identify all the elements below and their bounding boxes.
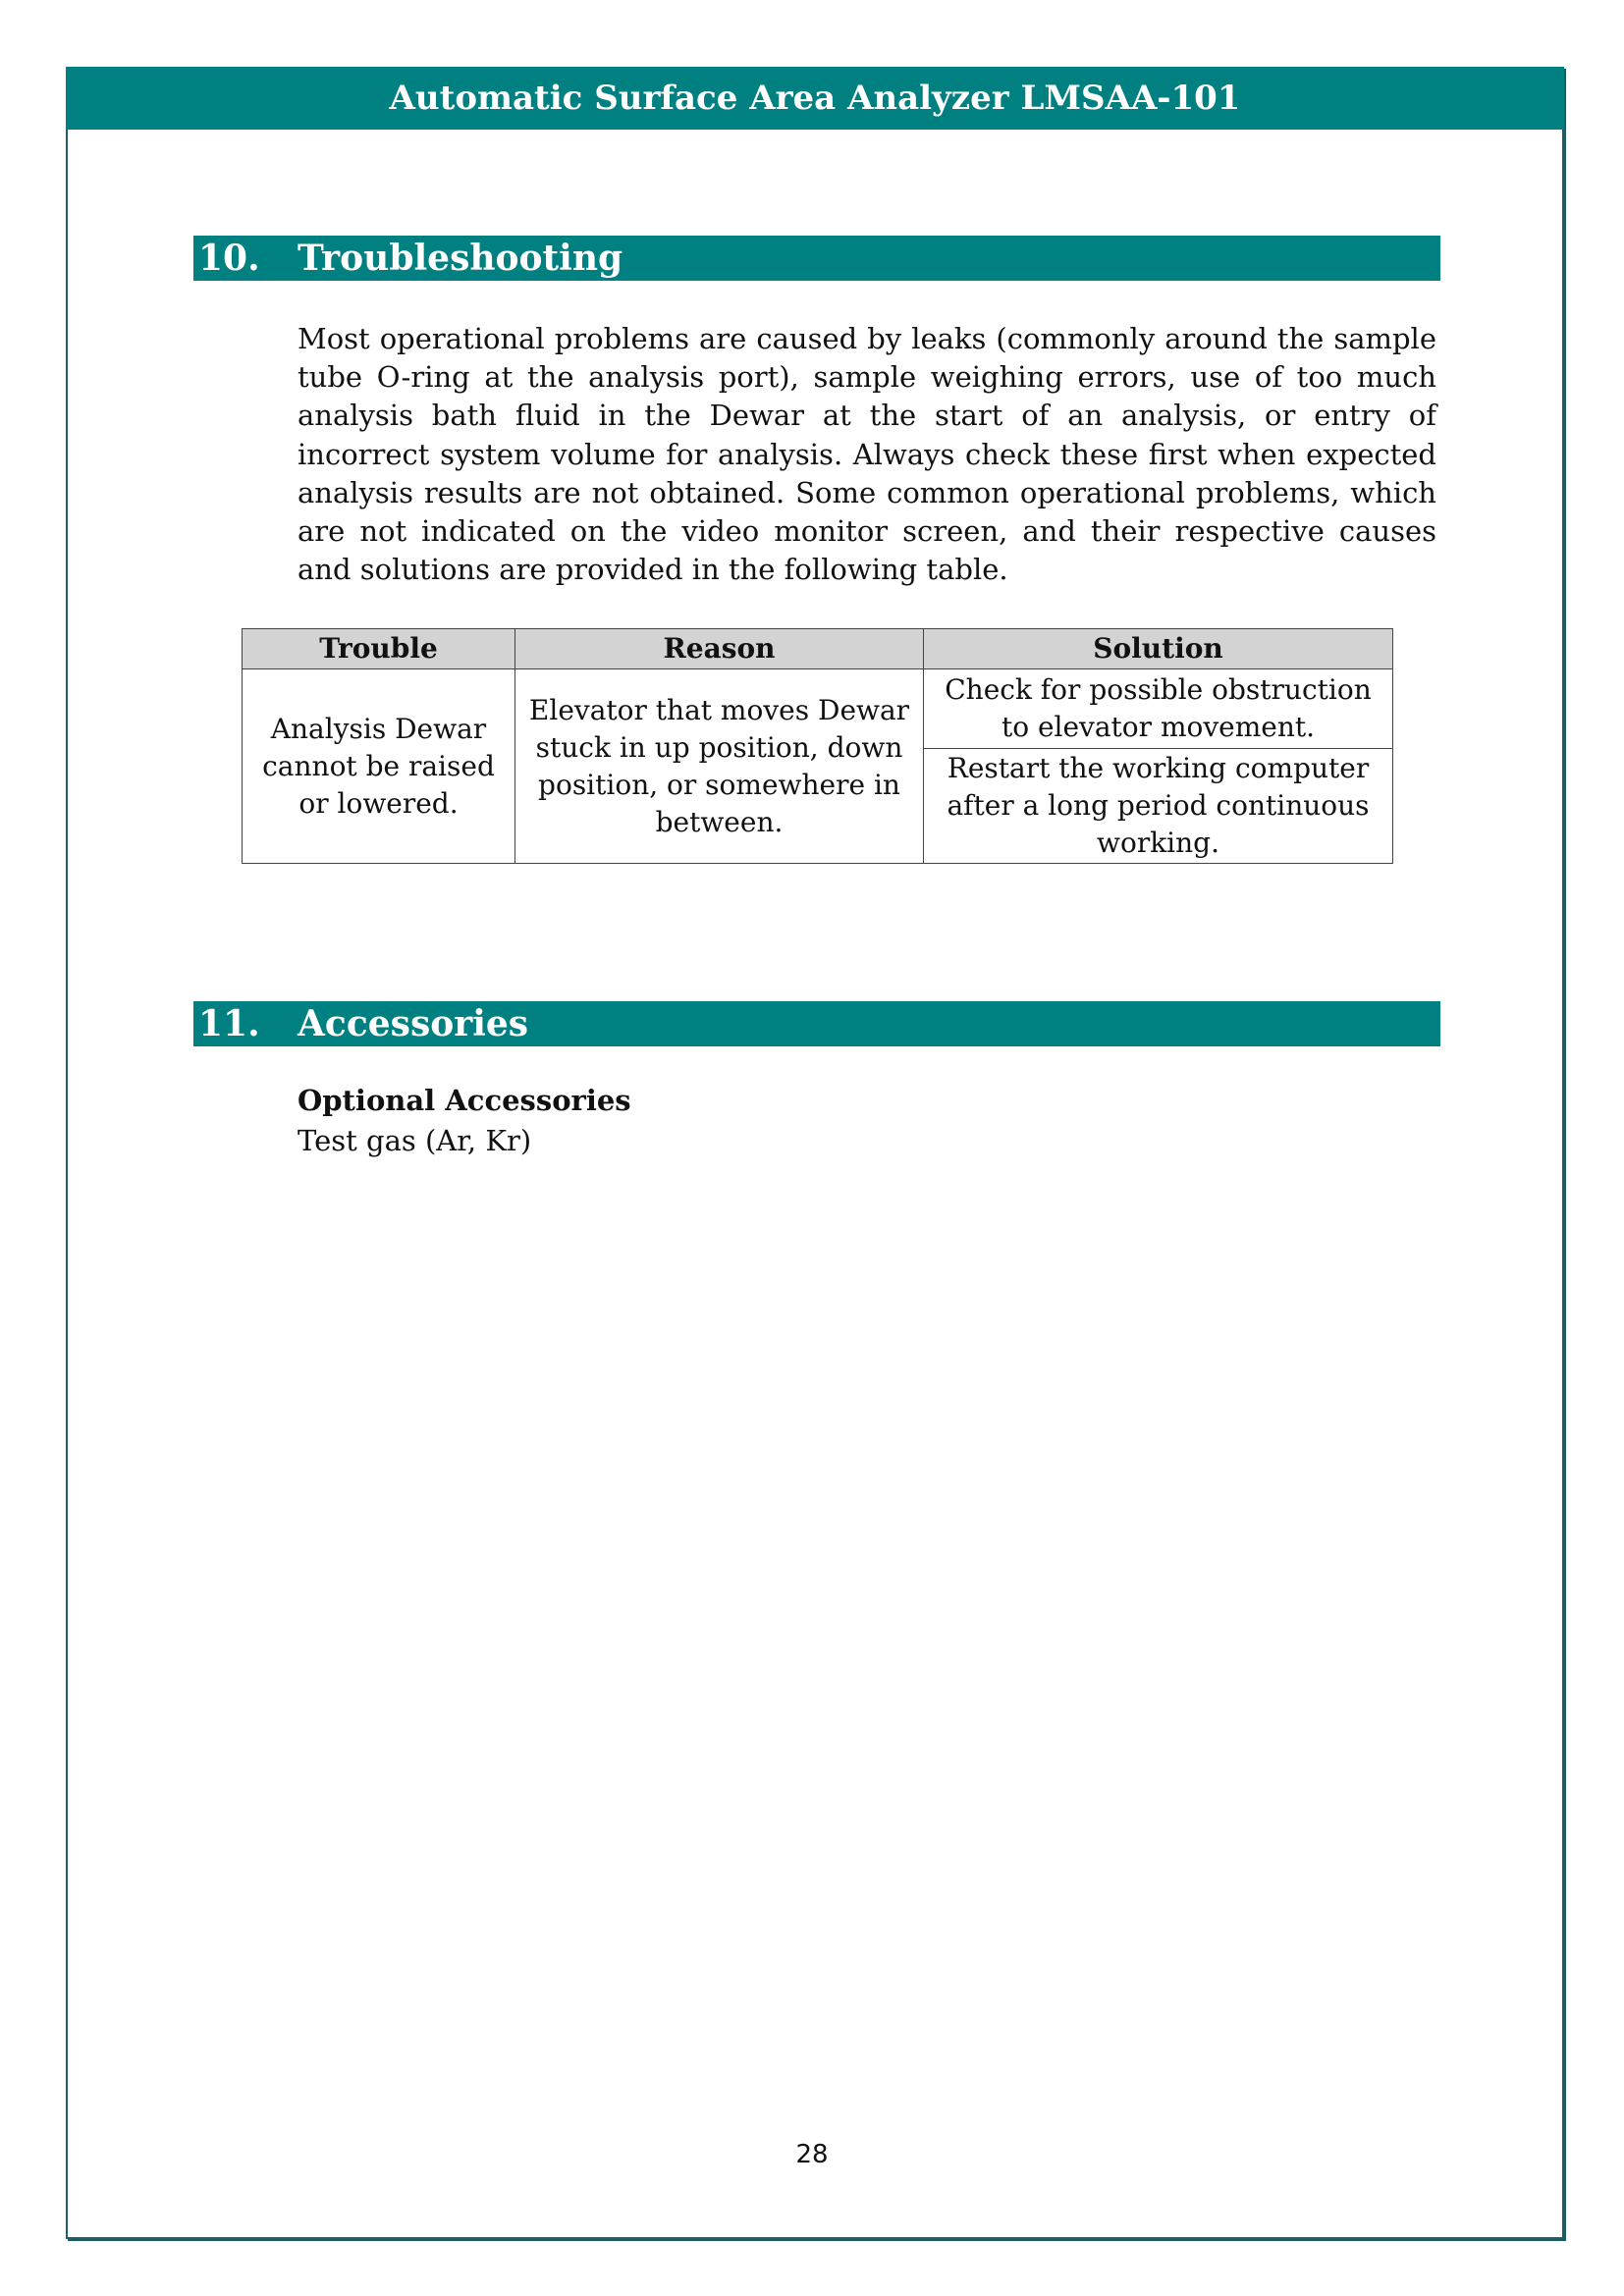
section-number: 10.: [198, 238, 260, 279]
page-number: 28: [795, 2140, 829, 2169]
table-header-row: [243, 629, 1393, 669]
reason-cell: Elevator that moves Dewar stuck in up position, down position, or somewhere in between.: [515, 669, 924, 864]
section-number: 11.: [198, 1003, 260, 1044]
solution-cell: Check for possible obstruction to elevator movement.: [924, 669, 1393, 749]
document-title: Automatic Surface Area Analyzer LMSAA-101: [66, 67, 1564, 130]
column-header-reason: Reason: [515, 629, 924, 669]
section-title: Troubleshooting: [298, 238, 623, 279]
table-row: [243, 669, 1393, 749]
trouble-cell: Analysis Dewar cannot be raised or lowered.: [243, 669, 515, 864]
section-title: Accessories: [298, 1003, 529, 1044]
optional-accessories-heading: Optional Accessories: [298, 1084, 631, 1117]
section-heading-accessories: [193, 1001, 1440, 1046]
column-header-solution: Solution: [924, 629, 1393, 669]
intro-paragraph: Most operational problems are caused by leaks (commonly around the sample tube O-ring at the analysis port), sample weighing errors, use of too much analysis bath fluid in the Dewar at the start of an analysis, or entry of incorrect system volume for analysis. Always check these first when expected analysis results are not obtained. Some common operational problems, which are not indicated on the video monitor screen, and their respective causes and solutions are provided in the following table.: [298, 322, 1436, 587]
section-heading-troubleshooting: [193, 236, 1440, 281]
column-header-trouble: Trouble: [243, 629, 515, 669]
accessories-item: Test gas (Ar, Kr): [298, 1124, 532, 1157]
troubleshooting-table: [242, 628, 1393, 864]
solution-cell: Restart the working computer after a long period continuous working.: [924, 748, 1393, 863]
